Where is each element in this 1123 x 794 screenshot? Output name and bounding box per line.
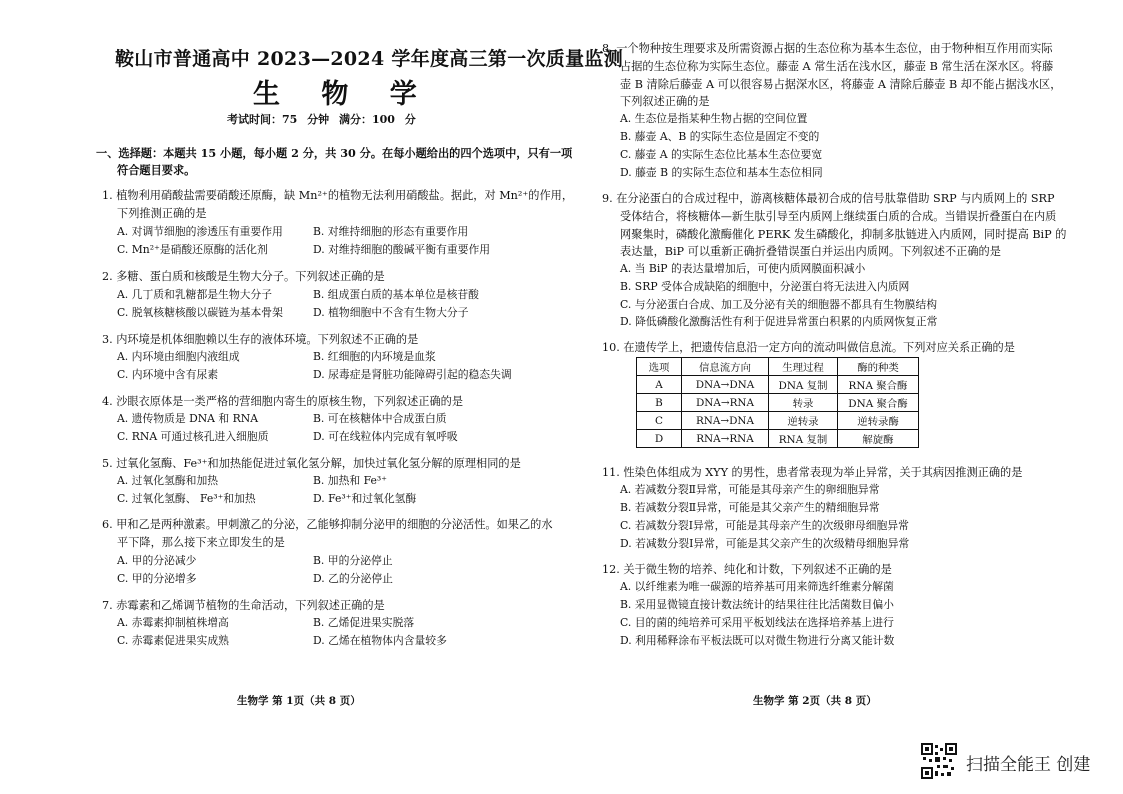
table-header-cell: 选项	[637, 358, 682, 376]
table-cell: RNA 复制	[769, 430, 838, 448]
table-cell: RNA→DNA	[682, 412, 769, 430]
table-cell: 解旋酶	[838, 430, 919, 448]
q8-option-a: A. 生态位是指某种生物占据的空间位置	[620, 112, 808, 125]
table-row	[637, 412, 919, 430]
q9-option-d: D. 降低磷酸化激酶活性有利于促进异常蛋白积累的内质网恢复正常	[620, 315, 938, 328]
table-cell: RNA→RNA	[682, 430, 769, 448]
exam-title: 鞍山市普通高中 2023—2024 学年度高三第一次质量监测	[115, 48, 623, 70]
q12-option-c: C. 目的菌的纯培养可采用平板划线法在选择培养基上进行	[620, 616, 894, 629]
table-cell: DNA 聚合酶	[838, 394, 919, 412]
q2-option-c: C. 脱氧核糖核酸以碳链为基本骨架	[117, 306, 283, 319]
q11-option-d: D. 若减数分裂Ⅰ异常，可能是其父亲产生的次级精母细胞异常	[620, 537, 910, 550]
page-footer-left: 生物学 第 1页（共 8 页）	[237, 695, 361, 707]
q1-option-a: A. 对调节细胞的渗透压有重要作用	[117, 225, 283, 238]
q7-option-d: D. 乙烯在植物体内含量较多	[313, 634, 447, 647]
table-header-cell: 酶的种类	[838, 358, 919, 376]
q12-stem: 12. 关于微生物的培养、纯化和计数，下列叙述不正确的是	[602, 563, 892, 576]
q1-stem-cont: 下列推测正确的是	[117, 207, 207, 220]
q5-option-c: C. 过氧化氢酶、 Fe³⁺和加热	[117, 492, 256, 505]
table-row	[637, 376, 919, 394]
q5-option-d: D. Fe³⁺和过氧化氢酶	[313, 492, 417, 505]
q6-option-a: A. 甲的分泌减少	[117, 554, 197, 567]
q7-option-b: B. 乙烯促进果实脱落	[313, 616, 415, 629]
q12-option-d: D. 利用稀释涂布平板法既可以对微生物进行分离又能计数	[620, 634, 895, 647]
table-header-cell: 生理过程	[769, 358, 838, 376]
q2-stem: 2. 多糖、蛋白质和核酸是生物大分子。下列叙述正确的是	[102, 270, 385, 283]
table-row	[637, 394, 919, 412]
q9-stem: 9. 在分泌蛋白的合成过程中，游离核糖体最初合成的信号肽靠借助 SRP 与内质网上的 SRP	[602, 192, 1055, 205]
table-cell: A	[637, 376, 682, 394]
scanner-watermark: 扫描全能王 创建	[966, 755, 1091, 775]
page-footer-right: 生物学 第 2页（共 8 页）	[753, 695, 877, 707]
q6-option-d: D. 乙的分泌停止	[313, 572, 393, 585]
table-cell: DNA 复制	[769, 376, 838, 394]
q4-stem: 4. 沙眼衣原体是一类严格的营细胞内寄生的原核生物，下列叙述正确的是	[102, 395, 464, 408]
q12-option-b: B. 采用显微镜直接计数法统计的结果往往比活菌数目偏小	[620, 598, 894, 611]
q8-stem-cont-2: 壶 B 清除后藤壶 A 可以很容易占据深水区，将藤壶 A 清除后藤壶 B 却不能占据浅水区，	[620, 78, 1062, 91]
q5-option-a: A. 过氧化氢酶和加热	[117, 474, 219, 487]
q3-option-b: B. 红细胞的内环境是血浆	[313, 350, 436, 363]
table-header-cell: 信息流方向	[682, 358, 769, 376]
q6-stem-cont: 平下降，那么接下来立即发生的是	[117, 536, 285, 549]
q9-option-c: C. 与分泌蛋白合成、加工及分泌有关的细胞器不都具有生物膜结构	[620, 298, 938, 311]
q8-option-d: D. 藤壶 B 的实际生态位和基本生态位相同	[620, 166, 823, 179]
q1-option-d: D. 对维持细胞的酸碱平衡有重要作用	[313, 243, 491, 256]
table-cell: 转录	[769, 394, 838, 412]
q8-stem: 8. 一个物种按生理要求及所需资源占据的生态位称为基本生态位，由于物种相互作用而实际	[602, 42, 1053, 55]
q6-option-b: B. 甲的分泌停止	[313, 554, 393, 567]
q11-option-c: C. 若减数分裂Ⅰ异常，可能是其母亲产生的次级卵母细胞异常	[620, 519, 909, 532]
q3-stem: 3. 内环境是机体细胞赖以生存的液体环境。下列叙述不正确的是	[102, 333, 419, 346]
q8-option-c: C. 藤壶 A 的实际生态位比基本生态位要宽	[620, 148, 823, 161]
q9-option-a: A. 当 BiP 的表达量增加后，可使内质网膜面积减小	[620, 262, 866, 275]
q4-option-a: A. 遗传物质是 DNA 和 RNA	[117, 412, 259, 425]
q10-stem: 10. 在遗传学上，把遗传信息沿一定方向的流动叫做信息流。下列对应关系正确的是	[602, 341, 1015, 354]
q3-option-c: C. 内环境中含有尿素	[117, 368, 219, 381]
exam-meta: 考试时间：75 分钟 满分：100 分	[227, 113, 416, 126]
q5-option-b: B. 加热和 Fe³⁺	[313, 474, 387, 487]
q4-option-c: C. RNA 可通过核孔进入细胞质	[117, 430, 269, 443]
section-1-heading-cont: 符合题目要求。	[117, 163, 196, 177]
table-cell: C	[637, 412, 682, 430]
q1-option-b: B. 对维持细胞的形态有重要作用	[313, 225, 469, 238]
q2-option-b: B. 组成蛋白质的基本单位是核苷酸	[313, 288, 479, 301]
q8-stem-cont-3: 下列叙述正确的是	[620, 95, 710, 108]
q9-stem-cont-2: 网聚集时，磷酸化激酶催化 PERK 发生磷酸化，抑制多肽链进入内质网，同时提高 BiP 的	[620, 228, 1067, 241]
table-row	[637, 430, 919, 448]
q12-option-a: A. 以纤维素为唯一碳源的培养基可用来筛选纤维素分解菌	[620, 580, 894, 593]
q2-option-d: D. 植物细胞中不含有生物大分子	[313, 306, 469, 319]
table-header-row	[637, 358, 919, 376]
table-cell: DNA→RNA	[682, 394, 769, 412]
table-cell: RNA 聚合酶	[838, 376, 919, 394]
q3-option-a: A. 内环境由细胞内液组成	[117, 350, 240, 363]
q1-option-c: C. Mn²⁺是硝酸还原酶的活化剂	[117, 243, 268, 256]
q4-option-d: D. 可在线粒体内完成有氧呼吸	[313, 430, 458, 443]
table-cell: 逆转录	[769, 412, 838, 430]
q9-stem-cont-1: 受体结合，将核糖体—新生肽引导至内质网上继续蛋白质的合成。当错误折叠蛋白在内质	[620, 210, 1057, 223]
q11-option-a: A. 若减数分裂Ⅱ异常，可能是其母亲产生的卵细胞异常	[620, 483, 880, 496]
info-flow-table	[636, 357, 919, 448]
q11-option-b: B. 若减数分裂Ⅱ异常，可能是其父亲产生的精细胞异常	[620, 501, 880, 514]
q9-option-b: B. SRP 受体合成缺陷的细胞中，分泌蛋白将无法进入内质网	[620, 280, 910, 293]
table-cell: DNA→DNA	[682, 376, 769, 394]
table-cell: D	[637, 430, 682, 448]
q9-stem-cont-3: 表达量，BiP 可以重新正确折叠错误蛋白并运出内质网。下列叙述不正确的是	[620, 245, 1001, 258]
q7-option-a: A. 赤霉素抑制植株增高	[117, 616, 229, 629]
q8-stem-cont-1: 占据的生态位称为实际生态位。藤壶 A 常生活在浅水区，藤壶 B 常生活在深水区。将藤	[620, 60, 1054, 73]
section-1-heading: 一、选择题：本题共 15 小题，每小题 2 分，共 30 分。在每小题给出的四个选项中，只有一项	[96, 146, 573, 160]
qr-code-icon	[921, 743, 957, 779]
q7-stem: 7. 赤霉素和乙烯调节植物的生命活动，下列叙述正确的是	[102, 599, 385, 612]
q1-stem: 1. 植物利用硝酸盐需要硝酸还原酶，缺 Mn²⁺的植物无法利用硝酸盐。据此，对 Mn²⁺的作用，	[102, 189, 574, 202]
q2-option-a: A. 几丁质和乳糖都是生物大分子	[117, 288, 273, 301]
q6-stem: 6. 甲和乙是两种激素。甲刺激乙的分泌，乙能够抑制分泌甲的细胞的分泌活性。如果乙的水	[102, 518, 553, 531]
table-cell: B	[637, 394, 682, 412]
q5-stem: 5. 过氧化氢酶、Fe³⁺和加热能促进过氧化氢分解，加快过氧化氢分解的原理相同的是	[102, 457, 521, 470]
q3-option-d: D. 尿毒症是肾脏功能障碍引起的稳态失调	[313, 368, 512, 381]
q6-option-c: C. 甲的分泌增多	[117, 572, 197, 585]
table-cell: 逆转录酶	[838, 412, 919, 430]
q7-option-c: C. 赤霉素促进果实成熟	[117, 634, 229, 647]
q11-stem: 11. 性染色体组成为 XYY 的男性，患者常表现为举止异常，关于其病因推测正确的是	[602, 466, 1023, 479]
subject-title: 生 物 学	[253, 79, 433, 110]
q8-option-b: B. 藤壶 A、B 的实际生态位是固定不变的	[620, 130, 820, 143]
q4-option-b: B. 可在核糖体中合成蛋白质	[313, 412, 447, 425]
